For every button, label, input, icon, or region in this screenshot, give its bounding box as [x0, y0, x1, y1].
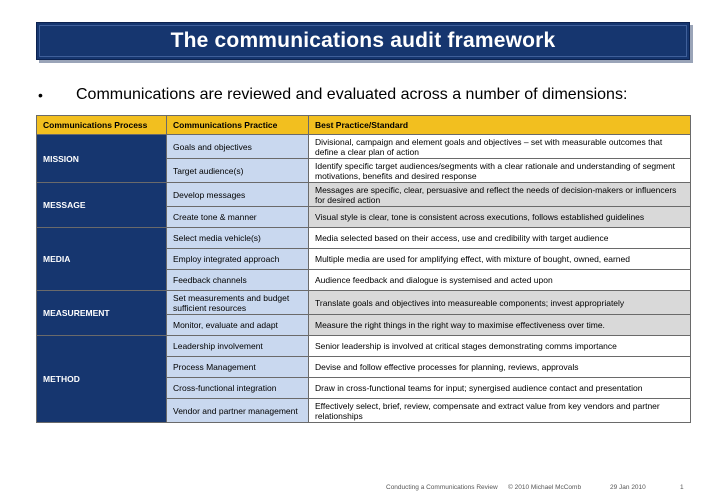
table-row — [37, 291, 691, 315]
standard-cell: Devise and follow effective processes for planning, reviews, approvals — [309, 357, 691, 378]
table-row — [37, 183, 691, 207]
practice-cell: Employ integrated approach — [167, 249, 309, 270]
footer-copyright: © 2010 Michael McComb — [508, 484, 582, 491]
practice-cell: Cross-functional integration — [167, 378, 309, 399]
table-header-row — [37, 116, 691, 135]
title-banner — [36, 22, 690, 60]
process-media: MEDIA — [37, 228, 167, 291]
bullet-icon: • — [38, 87, 43, 103]
standard-cell: Senior leadership is involved at critical stages demonstrating comms importance — [309, 336, 691, 357]
process-mission: MISSION — [37, 135, 167, 183]
page-title: The communications audit framework — [170, 29, 556, 52]
process-message: MESSAGE — [37, 183, 167, 228]
header-process: Communications Process — [37, 116, 167, 135]
standard-cell: Media selected based on their access, use and credibility with target audience — [309, 228, 691, 249]
footer-source: Conducting a Communications Review — [386, 484, 498, 491]
standard-cell: Divisional, campaign and element goals and objectives – set with measurable outcomes that define a clear plan of action — [309, 135, 691, 159]
standard-cell: Measure the right things in the right way to maximise effectiveness over time. — [309, 315, 691, 336]
standard-cell: Effectively select, brief, review, compensate and extract value from key vendors and partner relationships — [309, 399, 691, 423]
practice-cell: Feedback channels — [167, 270, 309, 291]
process-measurement: MEASUREMENT — [37, 291, 167, 336]
standard-cell: Identify specific target audiences/segments with a clear rationale and understanding of segment motivations, benefits and desired response — [309, 159, 691, 183]
practice-cell: Set measurements and budget sufficient resources — [167, 291, 309, 315]
practice-cell: Develop messages — [167, 183, 309, 207]
intro-text: Communications are reviewed and evaluated across a number of dimensions: — [76, 86, 628, 103]
practice-cell: Vendor and partner management — [167, 399, 309, 423]
intro-line — [30, 84, 710, 106]
footer-page-number: 1 — [680, 484, 684, 491]
table-row — [37, 135, 691, 159]
standard-cell: Messages are specific, clear, persuasive and reflect the needs of decision-makers or influencers for desired action — [309, 183, 691, 207]
practice-cell: Monitor, evaluate and adapt — [167, 315, 309, 336]
standard-cell: Multiple media are used for amplifying effect, with mixture of bought, owned, earned — [309, 249, 691, 270]
standard-cell: Draw in cross-functional teams for input; synergised audience contact and presentation — [309, 378, 691, 399]
practice-cell: Process Management — [167, 357, 309, 378]
table-row — [37, 336, 691, 357]
standard-cell: Audience feedback and dialogue is systemised and acted upon — [309, 270, 691, 291]
practice-cell: Leadership involvement — [167, 336, 309, 357]
practice-cell: Target audience(s) — [167, 159, 309, 183]
header-practice: Communications Practice — [167, 116, 309, 135]
standard-cell: Visual style is clear, tone is consistent across executions, follows established guidelines — [309, 207, 691, 228]
practice-cell: Select media vehicle(s) — [167, 228, 309, 249]
process-method: METHOD — [37, 336, 167, 423]
table-row — [37, 228, 691, 249]
practice-cell: Goals and objectives — [167, 135, 309, 159]
audit-framework-table — [36, 115, 691, 423]
header-standard: Best Practice/Standard — [309, 116, 691, 135]
practice-cell: Create tone & manner — [167, 207, 309, 228]
footer-date: 29 Jan 2010 — [610, 484, 646, 491]
standard-cell: Translate goals and objectives into measureable components; invest appropriately — [309, 291, 691, 315]
